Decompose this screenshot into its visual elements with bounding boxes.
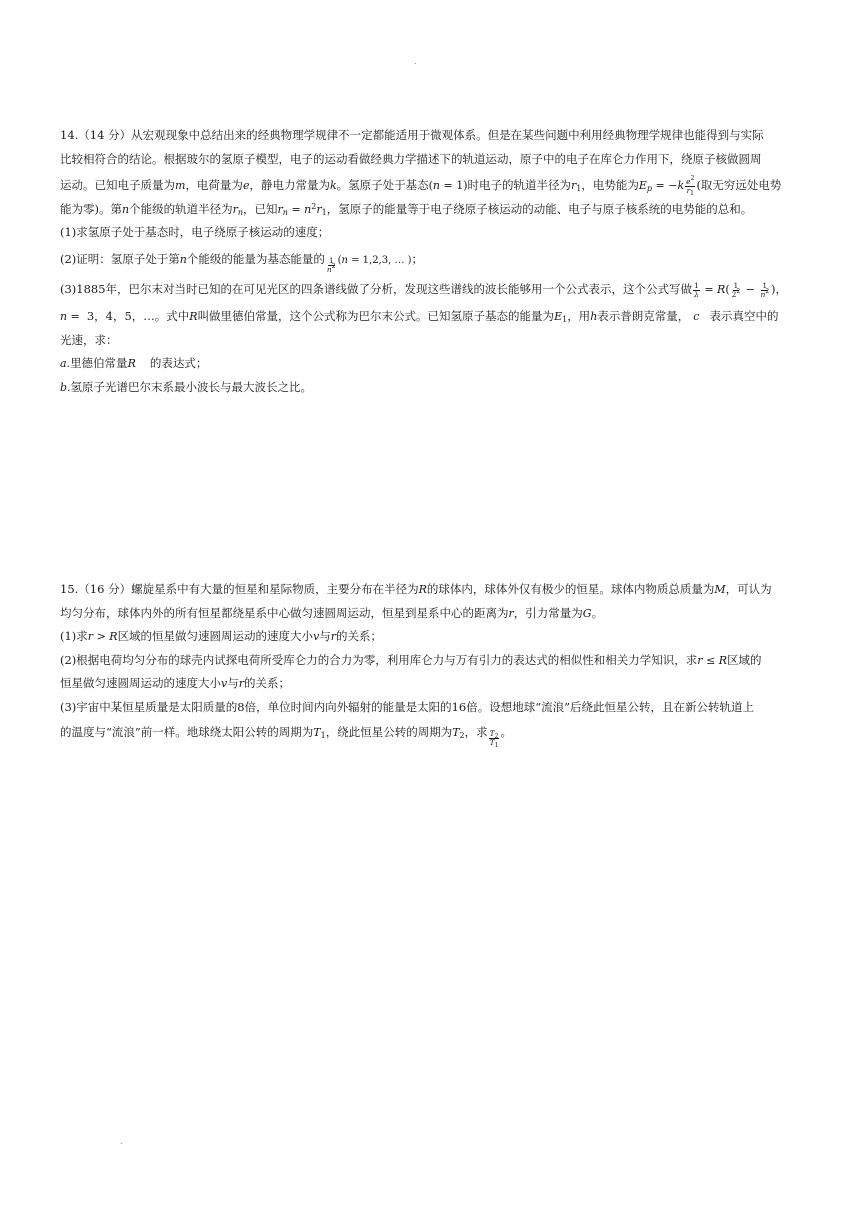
math-r1: $r_1$: [571, 179, 582, 193]
q14-text: 个能级的能量为基态能量的: [186, 251, 325, 266]
footer-dot: .: [120, 1137, 123, 1146]
q14-text: 光速，求：: [60, 332, 118, 347]
q14-line-5: [60, 221, 804, 245]
math-v: v: [313, 630, 320, 643]
math-rn-formula: $r_n = n^2r_1$: [277, 201, 327, 217]
q15-text: 恒星做匀速圆周运动的速度大小: [60, 676, 221, 690]
math-m: m: [175, 179, 186, 192]
math-ep-formula: $E_p = -k$ $\frac{e^2}{r_1}$: [638, 174, 695, 197]
label-b: b.: [60, 380, 71, 394]
math-frac-T2-T1: $\frac{T_2}{T_1}$: [489, 729, 499, 749]
math-n-eq-1: (n = 1): [428, 179, 468, 192]
math-r-gt-R: r > R: [87, 630, 118, 643]
q14-line-9: [60, 329, 804, 353]
q15-text: 的温度与“流浪”前一样。地球绕太阳公转的周期为: [60, 725, 314, 739]
q14-text: 。氢原子处于基态: [336, 178, 429, 192]
q14-text: (3)1885年，巴尔末对当时已知的在可见光区的四条谱线做了分析，发现这些谱线的波长能够用一个公式表示，这个公式写做: [60, 282, 693, 296]
q15-line-2: [60, 602, 804, 626]
q15-text: ，引力常量为: [513, 605, 583, 620]
q15-text: (2)根据电荷均匀分布的球壳内试探电荷所受库仑力的合力为零，利用库仑力与万有引力的表达式的相似性和相关力学知识，求: [60, 652, 698, 667]
math-T2: $T_2$: [452, 726, 465, 740]
q15-line-6: [60, 696, 804, 720]
math-r: r: [508, 606, 514, 620]
label-a: a.: [60, 357, 71, 370]
math-n-range: (n = 1,2,3, … ): [337, 254, 412, 266]
q15-line-1: [60, 578, 804, 602]
q14-line-1: [60, 124, 804, 148]
q14-text: 能为零)。第: [60, 201, 122, 216]
q15-line-3: [60, 625, 804, 649]
q15-text: 与: [319, 629, 331, 643]
math-r-le-R: r ≤ R: [697, 653, 728, 667]
q14-text: 里德伯常量: [70, 356, 128, 370]
math-e: e: [242, 179, 250, 192]
q14-text: (1)求氢原子处于基态时，电子绕原子核运动的速度；: [60, 225, 330, 239]
q14-line-3: [60, 174, 804, 198]
q14-line-4: [60, 198, 804, 222]
math-T1: $T_1$: [313, 726, 326, 740]
math-h: h: [590, 310, 598, 323]
math-M: M: [714, 583, 726, 596]
q14-text: 比较相符合的结论。根据玻尔的氢原子模型，电子的运动看做经典力学描述下的轨道运动，原子中的电子在库仑力作用下，绕原子核做圆周: [60, 151, 762, 166]
q14-text: ，电势能为: [581, 178, 639, 192]
q14-text: ，已知: [243, 201, 278, 216]
q15-text: 均匀分布，球体内外的所有恒星都绕星系中心做匀速圆周运动，恒星到星系中心的距离为: [60, 605, 509, 620]
q14-text: ，电荷量为: [185, 178, 243, 192]
q14-line-7: [60, 274, 804, 305]
q14-text: (2)证明：氢原子处于第: [60, 251, 180, 266]
q14-line-6: [60, 248, 804, 272]
q15-text: (1)求: [60, 629, 88, 643]
q14-text: 14.（14 分）从宏观现象中总结出来的经典物理学规律不一定都能适用于微观体系。但是在某些问题中利用经典物理学规律也能得到与实际: [60, 128, 764, 142]
math-n: n: [122, 202, 130, 216]
q15-line-5: [60, 672, 804, 696]
q15-text: ，可认为: [725, 582, 772, 596]
math-frac-1-n2: $\frac{1}{n^2}$: [326, 255, 336, 274]
q14-text: 时电子的轨道半径为: [467, 178, 572, 192]
q15-text: 区域的: [727, 652, 762, 667]
q15-text: 。: [591, 605, 604, 620]
q15-text: 区域的恒星做匀速圆周运动的速度大小: [117, 629, 314, 643]
q14-text: ，用: [567, 309, 591, 323]
q14-text: 个能级的轨道半径为: [129, 201, 233, 216]
q15-text: (3)宇宙中某恒星质量是太阳质量的8倍，单位时间内向外辐射的能量是太阳的16倍。设想地球“流浪”后绕此恒星公转，且在新公转轨道上: [60, 699, 754, 714]
q15-text: 与: [227, 676, 239, 690]
math-r: r: [330, 630, 337, 643]
q14-text: 表示真空中的: [709, 309, 779, 323]
q14-text: 氢原子光谱巴尔末系最小波长与最大波长之比。: [70, 379, 313, 394]
q14-text: 运动。已知电子质量为: [60, 178, 175, 192]
q14-text: 表示普朗克常量，: [597, 309, 690, 323]
math-v: v: [221, 677, 228, 690]
q15-line-4: [60, 649, 804, 673]
q15-text: 的球体内，球体外仅有极少的恒星。球体内物质总质量为: [426, 582, 715, 596]
math-E1: $E_1$: [554, 310, 568, 324]
comma: ，: [775, 282, 787, 296]
math-n-eq: n =: [60, 310, 87, 323]
q15-text-group: [60, 578, 772, 602]
q14-line-10: [60, 352, 804, 376]
math-R: R: [189, 310, 198, 323]
q14-text: ；: [411, 251, 424, 266]
q14-text: (取无穷远处电势: [696, 178, 782, 192]
q14-line-2: [60, 148, 804, 172]
math-R: R: [127, 357, 136, 370]
math-rn: $r_n$: [232, 202, 244, 217]
q14-line-8: [60, 305, 804, 329]
q15-text: 的关系；: [336, 629, 383, 643]
math-G: G: [582, 606, 592, 620]
math-R: R: [418, 583, 427, 596]
math-k: k: [329, 179, 337, 192]
q15-text: 15.（16 分）螺旋星系中有大量的恒星和星际物质，主要分布在半径为: [60, 582, 419, 596]
q15-line-7: [60, 719, 804, 749]
q15-text: 的关系；: [243, 676, 290, 690]
q14-text: 的表达式；: [149, 356, 208, 370]
q14-text: ，静电力常量为: [249, 178, 330, 192]
math-r: r: [238, 677, 244, 690]
question-14: [60, 124, 804, 399]
math-n: n: [179, 252, 187, 266]
math-c: c: [693, 310, 700, 323]
q15-text-group: [60, 649, 762, 673]
q15-text: ，求: [464, 725, 488, 739]
q14-text: 3，4，5，…。式中: [86, 309, 190, 323]
header-dot: .: [414, 57, 417, 66]
q14-line-11: [60, 376, 804, 400]
q15-text: 。: [500, 725, 512, 739]
q15-text: ，绕此恒星公转的周期为: [325, 725, 453, 739]
math-balmer-formula: $\frac{1}{\lambda}$ = R( $\frac{1}{2^2}$ − $\frac{1}{n^2}$ ): [694, 280, 776, 299]
question-15: [60, 578, 804, 749]
q14-text: 叫做里德伯常量，这个公式称为巴尔末公式。已知氢原子基态的能量为: [197, 309, 555, 323]
q14-text: ，氢原子的能量等于电子绕原子核运动的动能、电子与原子核系统的电势能的总和。: [326, 201, 753, 216]
